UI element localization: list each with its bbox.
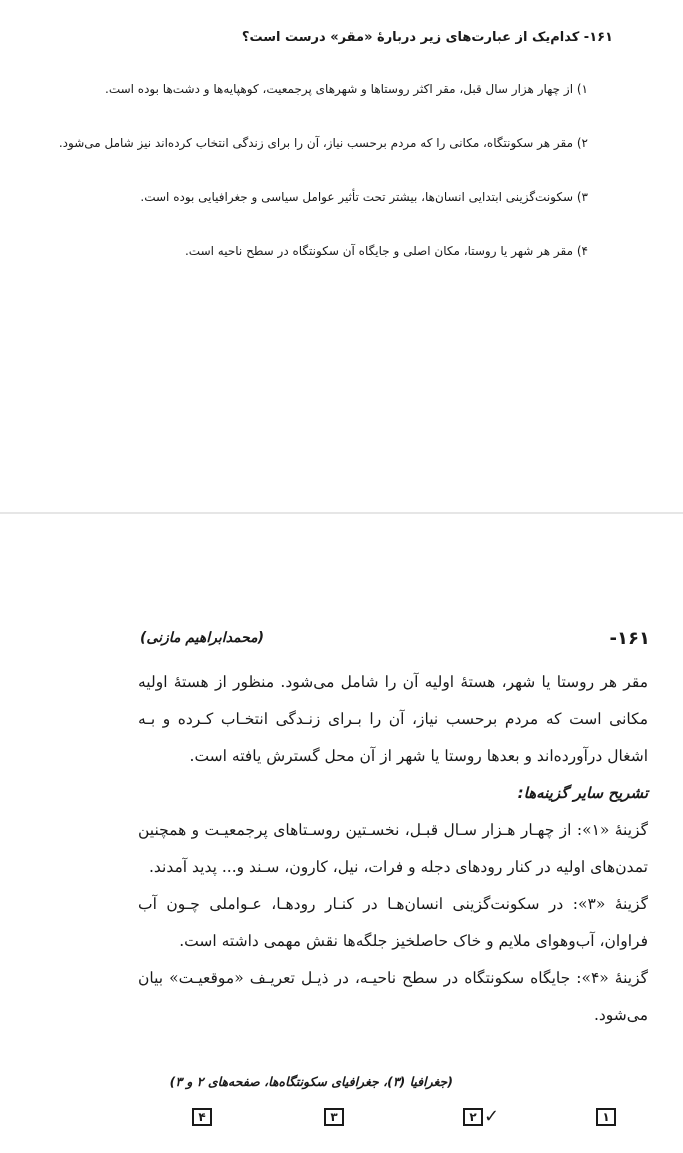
choice-box-1: ۱ [596, 1108, 616, 1126]
answer-explanation: مقر هر روستا یا شهر، هستهٔ اولیه آن را شامل می‌شود. منظور از هستهٔ اولیه مکانی است که مردم برحسب نیاز، آن را بـرای زنـدگی انتخـاب کـرده و بـه اشغال درآورده‌اند و بعدها روستا یا شهر از آن محل گسترش یافته است. [138, 673, 648, 765]
other-option-4-explanation: گزینهٔ «۴»: جایگاه سکونتگاه در سطح ناحیـه، در ذیـل تعریـف «موقعیـت» بیان می‌شود. [138, 969, 648, 1024]
question-option-4: ۴) مقر هر شهر یا روستا، مکان اصلی و جایگاه آن سکونتگاه در سطح ناحیه است. [184, 244, 588, 258]
answer-source: (جغرافیا (۳)، جغرافیای سکونتگاه‌ها، صفحه‌های ۲ و ۳) [169, 1074, 453, 1089]
other-options-heading: تشریح سایر گزینه‌ها: [517, 784, 648, 802]
answer-number: ۱۶۱- [609, 628, 650, 649]
answer-author: (محمدابراهیم مازنی) [140, 630, 265, 646]
other-option-1-explanation: گزینهٔ «۱»: از چهـار هـزار سـال قبـل، نخسـتین روسـتاهای پرجمعیـت و همچنین تمدن‌های اولیه در کنار رودهای دجله و فرات، نیل، کارون، سـند و... پدید آمدند. [138, 821, 648, 876]
question-option-1: ۱) از چهار هزار سال قبل، مقر اکثر روستاها و شهرهای پرجمعیت، کوهپایه‌ها و دشت‌ها بوده است. [105, 82, 588, 96]
question-title: ۱۶۱- کدام‌یک از عبارت‌های زیر دربارهٔ «مقر» درست است؟ [241, 30, 613, 45]
correct-check-icon: ✓ [484, 1106, 500, 1127]
answer-header [140, 628, 650, 656]
choice-box-2: ۲ [463, 1108, 483, 1126]
other-option-3-explanation: گزینهٔ «۳»: در سکونت‌گزینی انسان‌هـا در کنـار رودهـا، عـواملی چـون آب فراوان، آب‌وهوای ملایم و خاک حاصلخیز جلگه‌ها نقش مهمی داشته است. [138, 895, 648, 950]
choice-box-4: ۴ [192, 1108, 212, 1126]
answer-section [0, 514, 683, 1153]
answer-choices [0, 1108, 683, 1132]
question-option-2: ۲) مقر هر سکونتگاه، مکانی را که مردم برحسب نیاز، آن را برای زندگی انتخاب کرده‌اند نیز شامل می‌شود. [58, 136, 588, 150]
question-section [0, 0, 683, 512]
question-option-3: ۳) سکونت‌گزینی ابتدایی انسان‌ها، بیشتر تحت تأثیر عوامل سیاسی و جغرافیایی بوده است. [140, 190, 588, 204]
choice-box-3: ۳ [324, 1108, 344, 1126]
answer-body [138, 664, 648, 1034]
